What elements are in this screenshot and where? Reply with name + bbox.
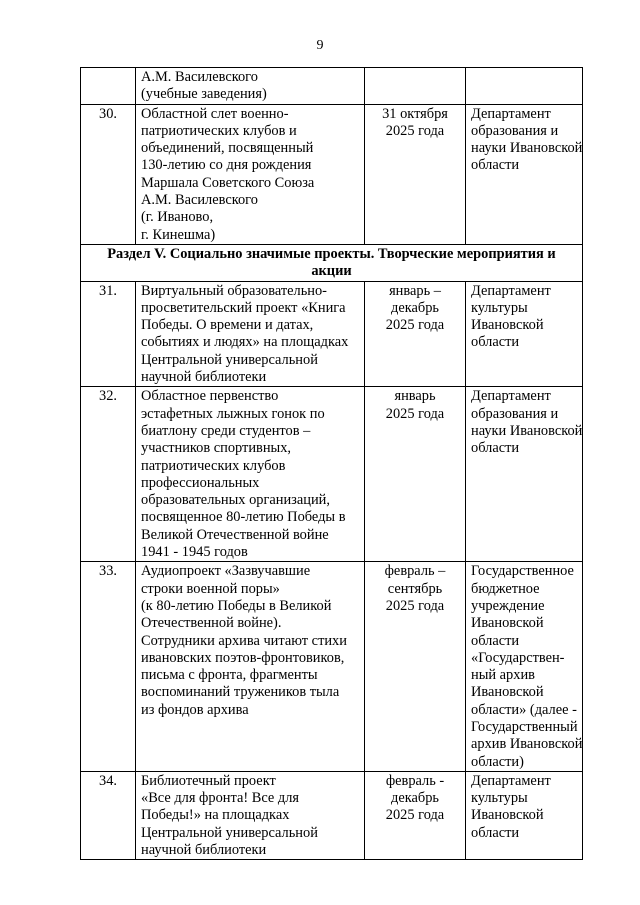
event-date-line: февраль – <box>384 563 446 580</box>
event-name-line: образовательных организаций, <box>141 492 330 509</box>
event-name-line: участников спортивных, <box>141 440 291 457</box>
responsible-line: «Государствен- <box>471 649 565 666</box>
responsible-line: культуры <box>471 299 528 316</box>
responsible-line: области <box>471 632 520 649</box>
event-name-line: строки военной поры» <box>141 580 280 597</box>
event-name-line: научной библиотеки <box>141 369 267 386</box>
event-dates <box>365 387 466 562</box>
event-date-line: 2025 года <box>385 317 445 334</box>
responsible-line: архив Ивановской <box>471 736 583 753</box>
event-name <box>136 68 365 105</box>
event-date-line: февраль - <box>385 772 445 789</box>
event-name-line: патриотических клубов <box>141 457 286 474</box>
event-name-line: из фондов архива <box>141 701 249 718</box>
event-name-line: Центральной универсальной <box>141 351 318 368</box>
event-date-line: 31 октября <box>382 105 448 122</box>
table-row <box>81 281 583 387</box>
responsible-line: культуры <box>471 790 528 807</box>
event-name-line: «Все для фронта! Все для <box>141 790 299 807</box>
event-date-line: 2025 года <box>385 807 445 824</box>
page-number: 9 <box>316 38 324 53</box>
row-number: 33. <box>81 562 136 772</box>
event-name <box>136 387 365 562</box>
event-dates <box>365 771 466 859</box>
event-responsible <box>466 281 583 387</box>
event-responsible <box>466 387 583 562</box>
event-name-line: Областной слет военно- <box>141 105 289 122</box>
responsible-line: образования и <box>471 122 559 139</box>
responsible-line: учреждение <box>471 597 545 614</box>
table-row <box>81 771 583 859</box>
responsible-line: образования и <box>471 405 559 422</box>
responsible-line: Ивановской <box>471 807 544 824</box>
event-date-line: декабрь <box>391 790 439 807</box>
event-name-line: воспоминаний тружеников тыла <box>141 684 340 701</box>
event-name-line: (г. Иваново, <box>141 209 214 226</box>
event-name-line: Библиотечный проект <box>141 772 276 789</box>
responsible-line: области <box>471 334 520 351</box>
event-name-line: Маршала Советского Союза <box>141 174 315 191</box>
row-number: 31. <box>81 281 136 387</box>
event-date-line: 2025 года <box>385 597 445 614</box>
event-dates <box>365 68 466 105</box>
responsible-line: области <box>471 440 520 457</box>
event-date-line: декабрь <box>391 299 439 316</box>
event-date-line: январь <box>394 388 436 405</box>
event-name-line: А.М. Василевского <box>141 192 258 209</box>
event-name-line: Виртуальный образовательно- <box>141 282 327 299</box>
table-row <box>81 68 583 105</box>
event-dates <box>365 281 466 387</box>
event-name-line: г. Кинешма) <box>141 226 216 243</box>
responsible-line: области) <box>471 753 524 770</box>
event-name-line: 130-летию со дня рождения <box>141 157 312 174</box>
table-row <box>81 104 583 244</box>
event-date-line: январь – <box>389 282 441 299</box>
event-responsible <box>466 68 583 105</box>
event-name-line: эстафетных лыжных гонок по <box>141 405 325 422</box>
responsible-line: Департамент <box>471 772 551 789</box>
responsible-line: Департамент <box>471 282 551 299</box>
event-date-line: 2025 года <box>385 405 445 422</box>
event-name-line: Аудиопроект «Зазвучавшие <box>141 563 311 580</box>
table-row <box>81 387 583 562</box>
event-name-line: событиях и людях» на площадках <box>141 334 349 351</box>
event-name <box>136 104 365 244</box>
event-name-line: объединений, посвященный <box>141 140 314 157</box>
section-heading <box>81 244 583 281</box>
responsible-line: Ивановской <box>471 615 544 632</box>
event-name-line: просветительский проект «Книга <box>141 299 346 316</box>
responsible-line: науки Ивановской <box>471 140 583 157</box>
responsible-line: Департамент <box>471 388 551 405</box>
responsible-line: Государственный <box>471 718 578 735</box>
responsible-line: области <box>471 157 520 174</box>
event-name-line: Великой Отечественной войне <box>141 526 329 543</box>
event-name-line: биатлону среди студентов – <box>141 422 311 439</box>
event-name-line: Областное первенство <box>141 388 279 405</box>
row-number: 32. <box>81 387 136 562</box>
table-row <box>81 562 583 772</box>
responsible-line: ный архив <box>471 667 535 684</box>
section-heading-row <box>81 244 583 281</box>
event-name-line: Сотрудники архива читают стихи <box>141 632 347 649</box>
event-name-line: письма с фронта, фрагменты <box>141 667 318 684</box>
event-name-line: А.М. Василевского <box>141 69 258 85</box>
event-name <box>136 281 365 387</box>
responsible-line: Департамент <box>471 105 551 122</box>
responsible-line: науки Ивановской <box>471 422 583 439</box>
event-name-line: профессиональных <box>141 474 260 491</box>
event-name-line: (к 80-летию Победы в Великой <box>141 597 332 614</box>
responsible-line: Ивановской <box>471 684 544 701</box>
section-heading-line: Раздел V. Социально значимые проекты. Творческие мероприятия и <box>107 245 556 262</box>
section-heading-line: акции <box>311 263 352 280</box>
event-name-line: (учебные заведения) <box>141 86 267 103</box>
event-name-line: 1941 - 1945 годов <box>141 544 248 561</box>
event-name <box>136 562 365 772</box>
row-number <box>81 68 136 105</box>
event-name-line: патриотических клубов и <box>141 122 297 139</box>
event-name-line: ивановских поэтов-фронтовиков, <box>141 649 345 666</box>
events-table <box>80 67 583 860</box>
event-responsible <box>466 104 583 244</box>
responsible-line: бюджетное <box>471 580 540 597</box>
responsible-line: Ивановской <box>471 317 544 334</box>
event-name-line: посвященное 80-летию Победы в <box>141 509 346 526</box>
event-responsible <box>466 562 583 772</box>
event-name-line: Победы. О времени и датах, <box>141 317 314 334</box>
event-name-line: Отечественной войне). <box>141 615 282 632</box>
responsible-line: Государственное <box>471 563 574 580</box>
event-responsible <box>466 771 583 859</box>
event-dates <box>365 562 466 772</box>
event-name-line: Победы!» на площадках <box>141 807 290 824</box>
event-name <box>136 771 365 859</box>
event-date-line: сентябрь <box>387 580 443 597</box>
row-number: 30. <box>81 104 136 244</box>
row-number: 34. <box>81 771 136 859</box>
event-date-line: 2025 года <box>385 122 445 139</box>
event-dates <box>365 104 466 244</box>
responsible-line: области» (далее - <box>471 701 577 718</box>
responsible-line: области <box>471 824 520 841</box>
event-name-line: Центральной универсальной <box>141 824 318 841</box>
event-name-line: научной библиотеки <box>141 842 267 859</box>
